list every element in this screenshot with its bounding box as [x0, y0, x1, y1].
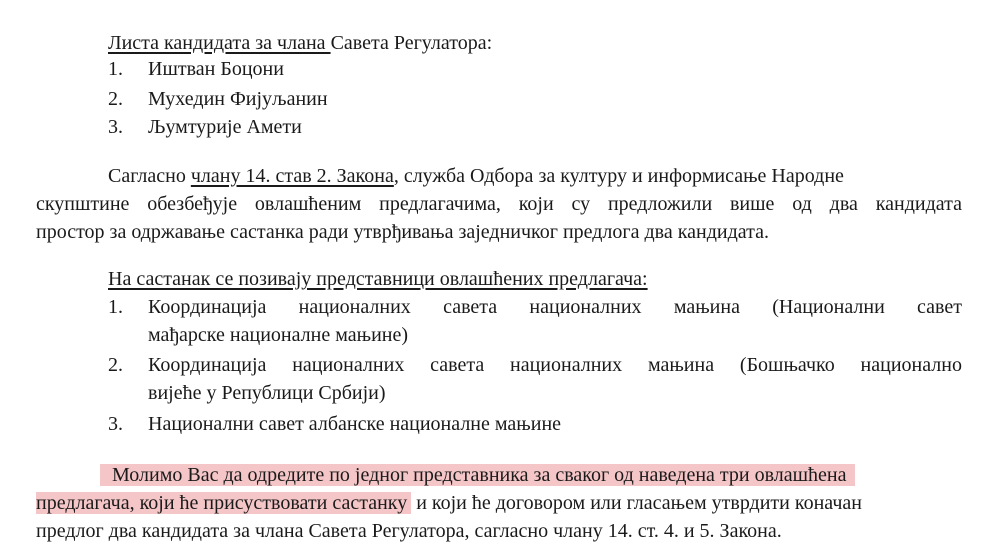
invited-number: 2.: [108, 354, 123, 376]
invited-number: 1.: [108, 296, 123, 318]
invited-item-line1: Координација националних савета националних мањина (Бошњачко национално: [148, 354, 962, 376]
candidate-number: 2.: [108, 88, 123, 110]
para2-line3: предлог два кандидата за члана Савета Регулатора, сагласно члану 14. ст. 4. и 5. Закона.: [36, 520, 782, 542]
candidate-name: Мухедин Фијуљанин: [148, 88, 328, 110]
candidate-number: 3.: [108, 116, 123, 138]
candidates-heading-underlined: Листа кандидата за члана: [108, 32, 331, 54]
candidates-heading-rest: Савета Регулатора:: [330, 32, 493, 54]
invited-item-line2: вијеће у Републици Србији): [148, 382, 386, 404]
para2-line2-rest: и који ће договором или гласањем утврдити коначан: [411, 492, 862, 514]
law-reference: члану 14. став 2. Закона: [190, 165, 394, 187]
invited-item-line1: Национални савет албанске националне мањине: [148, 413, 562, 435]
para2-line2: [36, 490, 862, 516]
candidate-name: Љумтурије Амети: [148, 116, 302, 138]
invited-item-line2: мађарске националне мањине): [148, 324, 409, 346]
invited-item-line1: Координација националних савета националних мањина (Национални савет: [148, 296, 962, 318]
para2-line1: [100, 462, 855, 488]
invited-heading: На састанак се позивају представници овлашћених предлагача:: [108, 268, 648, 290]
para1-line1: [108, 163, 844, 189]
highlighted-text: Молимо Вас да одредите по једног представника за сваког од наведена три овлашћена: [100, 464, 855, 486]
candidate-number: 1.: [108, 58, 123, 80]
para1-line1-post: , служба Одбора за културу и информисање Народне: [393, 165, 844, 187]
invited-number: 3.: [108, 413, 123, 435]
candidate-name: Иштван Боцони: [148, 58, 284, 80]
para1-line1-pre: Сагласно: [108, 165, 191, 187]
highlighted-text: предлагача, који ће присуствовати састанку: [36, 492, 411, 514]
candidates-heading: [108, 30, 492, 56]
para1-line2: скупштине обезбеђује овлашћеним предлагачима, који су предложили више од два кандидата: [36, 193, 962, 215]
para1-line3: простор за одржавање састанка ради утврђивања заједничког предлога два кандидата.: [36, 221, 769, 243]
